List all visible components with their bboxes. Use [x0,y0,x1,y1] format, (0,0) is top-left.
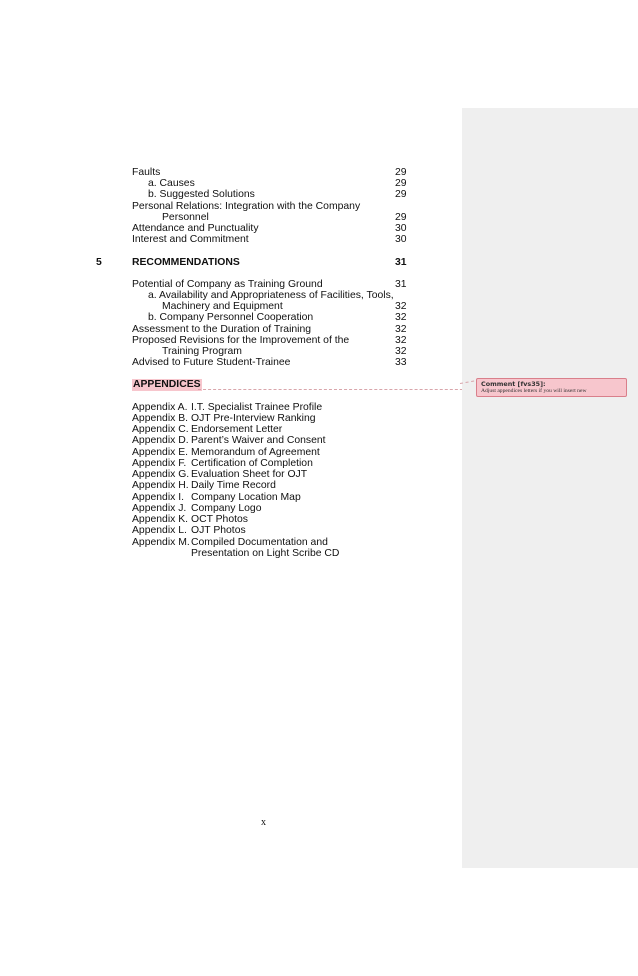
page-number: x [261,817,266,828]
appendix-title: Compiled Documentation and [191,537,328,548]
appendix-title: I.T. Specialist Trainee Profile [191,402,323,413]
appendix-title: Memorandum of Agreement [191,447,320,458]
appendix-title: Daily Time Record [191,480,276,491]
toc-page: 31 [395,279,407,290]
appendix-label: Appendix K. [132,514,189,525]
appendix-label: Appendix C. [132,424,189,435]
toc-entry-potential: Potential of Company as Training Ground [132,279,323,290]
appendix-label: Appendix J. [132,503,187,514]
toc-entry-attendance: Attendance and Punctuality [132,223,259,234]
toc-entry-advised: Advised to Future Student-Trainee [132,357,291,368]
toc-entry-cooperation: b. Company Personnel Cooperation [148,312,314,323]
appendix-title: Presentation on Light Scribe CD [191,548,340,559]
appendix-label: Appendix E. [132,447,189,458]
appendix-label: Appendix B. [132,413,189,424]
toc-entry-training-program: Training Program [162,346,242,357]
toc-page: 32 [395,312,407,323]
appendix-title: Endorsement Letter [191,424,283,435]
toc-entry-availability: a. Availability and Appropriateness of Facilities, Tools, [148,290,394,301]
toc-page: 32 [395,335,407,346]
comment-margin-pane [462,108,638,868]
toc-entry-faults: Faults [132,167,161,178]
appendix-label: Appendix A. [132,402,188,413]
toc-page: 29 [395,167,407,178]
toc-entry-personal-relations: Personal Relations: Integration with the Company [132,201,361,212]
appendix-label: Appendix I. [132,492,184,503]
appendices-heading[interactable]: APPENDICES [133,379,201,390]
appendix-title: Company Location Map [191,492,301,503]
appendix-label: Appendix H. [132,480,189,491]
toc-page: 32 [395,324,407,335]
appendix-title: Certification of Completion [191,458,313,469]
appendix-title: OJT Photos [191,525,246,536]
appendix-label: Appendix G. [132,469,190,480]
appendix-title: Company Logo [191,503,262,514]
toc-page: 30 [395,223,407,234]
appendix-title: Evaluation Sheet for OJT [191,469,308,480]
appendix-title: Parent’s Waiver and Consent [191,435,326,446]
chapter-title: RECOMMENDATIONS [132,257,240,268]
appendix-label: Appendix F. [132,458,187,469]
appendix-title: OCT Photos [191,514,248,525]
comment-balloon[interactable] [476,378,627,397]
toc-entry-assessment: Assessment to the Duration of Training [132,324,312,335]
appendix-label: Appendix D. [132,435,189,446]
chapter-page: 31 [395,257,407,268]
toc-entry-machinery: Machinery and Equipment [162,301,283,312]
toc-page: 29 [395,212,407,223]
toc-entry-suggested-solutions: b. Suggested Solutions [148,189,255,200]
toc-page: 29 [395,178,407,189]
chapter-number: 5 [96,257,102,268]
comment-anchor-line [198,389,478,390]
toc-page: 30 [395,234,407,245]
comment-title: Comment [fvs35]: [481,380,546,388]
toc-page: 32 [395,301,407,312]
toc-entry-personnel: Personnel [162,212,209,223]
toc-page: 33 [395,357,407,368]
appendix-title: OJT Pre-Interview Ranking [191,413,316,424]
toc-entry-causes: a. Causes [148,178,195,189]
toc-page: 32 [395,346,407,357]
toc-entry-proposed-revisions: Proposed Revisions for the Improvement of the [132,335,350,346]
appendix-label: Appendix M. [132,537,190,548]
appendix-label: Appendix L. [132,525,187,536]
toc-entry-interest: Interest and Commitment [132,234,249,245]
toc-page: 29 [395,189,407,200]
comment-text: Adjust appendices letters if you will insert new [481,388,587,394]
